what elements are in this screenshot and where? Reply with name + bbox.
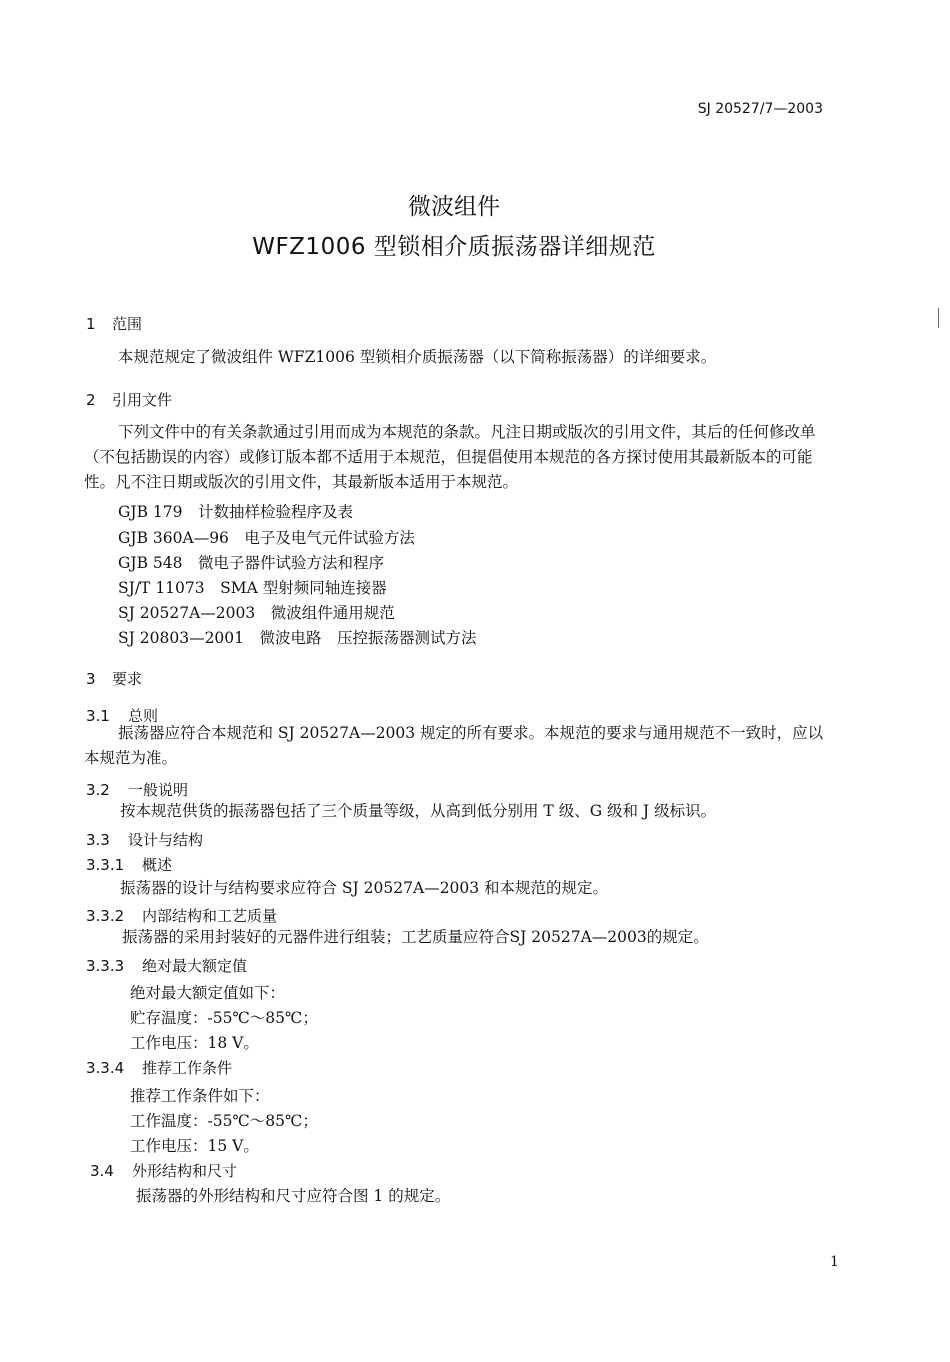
condition-item: 工作温度：-55℃～85℃；	[130, 1112, 318, 1130]
section-3-3-3-heading	[86, 955, 247, 976]
rating-item: 工作电压：18 V。	[130, 1034, 259, 1052]
section-title: 推荐工作条件	[142, 1059, 233, 1077]
section-3-3-2-heading	[86, 905, 277, 926]
section-title: 概述	[142, 856, 173, 874]
section-number: 3.1	[86, 707, 110, 725]
condition-item: 工作电压：15 V。	[130, 1137, 259, 1155]
section-number: 3	[86, 670, 96, 688]
page-number: 1	[830, 1254, 839, 1270]
reference-item: SJ 20527A—2003 微波组件通用规范	[118, 604, 395, 622]
section-title: 内部结构和工艺质量	[142, 907, 278, 925]
section-3-3-2-text: 振荡器的采用封装好的元器件进行组装；工艺质量应符合SJ 20527A—2003的规定。	[122, 928, 709, 946]
section-title: 引用文件	[112, 391, 173, 409]
section-3-3-3-intro: 绝对最大额定值如下：	[130, 984, 286, 1002]
section-number: 3.2	[86, 781, 110, 799]
section-number: 3.3	[86, 831, 110, 849]
section-number: 3.4	[90, 1162, 114, 1180]
reference-item: SJ 20803—2001 微波电路 压控振荡器测试方法	[118, 629, 477, 647]
reference-item: GJB 548 微电子器件试验方法和程序	[118, 554, 384, 572]
section-title: 设计与结构	[128, 831, 204, 849]
section-number: 1	[86, 315, 96, 333]
section-number: 3.3.3	[86, 957, 125, 975]
section-3-3-1-text: 振荡器的设计与结构要求应符合 SJ 20527A—2003 和本规范的规定。	[120, 879, 609, 897]
reference-item: SJ/T 11073 SMA 型射频同轴连接器	[118, 579, 387, 597]
section-2-heading	[86, 389, 172, 410]
section-number: 3.3.1	[86, 856, 125, 874]
section-3-3-heading	[86, 829, 203, 850]
section-1-text: 本规范规定了微波组件 WFZ1006 型锁相介质振荡器（以下简称振荡器）的详细要求。	[118, 348, 717, 366]
section-number: 2	[86, 391, 96, 409]
section-3-3-1-heading	[86, 854, 172, 875]
document-title-line1: 微波组件	[408, 194, 500, 220]
section-3-2-heading	[86, 779, 188, 800]
standard-code: SJ 20527/7—2003	[697, 101, 823, 117]
document-title-line2: WFZ1006 型锁相介质振荡器详细规范	[252, 234, 656, 260]
scan-mark	[938, 308, 939, 328]
section-3-heading	[86, 668, 142, 689]
reference-item: GJB 179 计数抽样检验程序及表	[118, 503, 353, 521]
rating-item: 贮存温度：-55℃～85℃；	[130, 1009, 318, 1027]
section-title: 范围	[112, 315, 143, 333]
section-title: 绝对最大额定值	[142, 957, 248, 975]
section-title: 要求	[112, 670, 143, 688]
section-3-4-text: 振荡器的外形结构和尺寸应符合图 1 的规定。	[136, 1187, 451, 1205]
section-3-1-paragraph: 振荡器应符合本规范和 SJ 20527A—2003 规定的所有要求。本规范的要求与通用规范不一致时，应以本规范为准。	[84, 724, 824, 767]
section-3-3-4-heading	[86, 1057, 232, 1078]
section-3-2-text: 按本规范供货的振荡器包括了三个质量等级，从高到低分别用 T 级、G 级和 J 级标识。	[120, 802, 717, 820]
section-3-3-4-intro: 推荐工作条件如下：	[130, 1087, 270, 1105]
section-title: 一般说明	[128, 781, 189, 799]
section-2-paragraph: 下列文件中的有关条款通过引用而成为本规范的条款。凡注日期或版次的引用文件，其后的任何修改单（不包括勘误的内容）或修订版本都不适用于本规范，但提倡使用本规范的各方探讨使用其最新版本的可能性。凡不注日期或版次的引用文件，其最新版本适用于本规范。	[84, 423, 816, 491]
section-3-4-heading	[90, 1160, 237, 1181]
section-title: 外形结构和尺寸	[132, 1162, 238, 1180]
section-number: 3.3.4	[86, 1059, 125, 1077]
section-1-heading	[86, 313, 142, 334]
reference-item: GJB 360A—96 电子及电气元件试验方法	[118, 529, 415, 547]
section-title: 总则	[128, 707, 159, 725]
section-number: 3.3.2	[86, 907, 125, 925]
